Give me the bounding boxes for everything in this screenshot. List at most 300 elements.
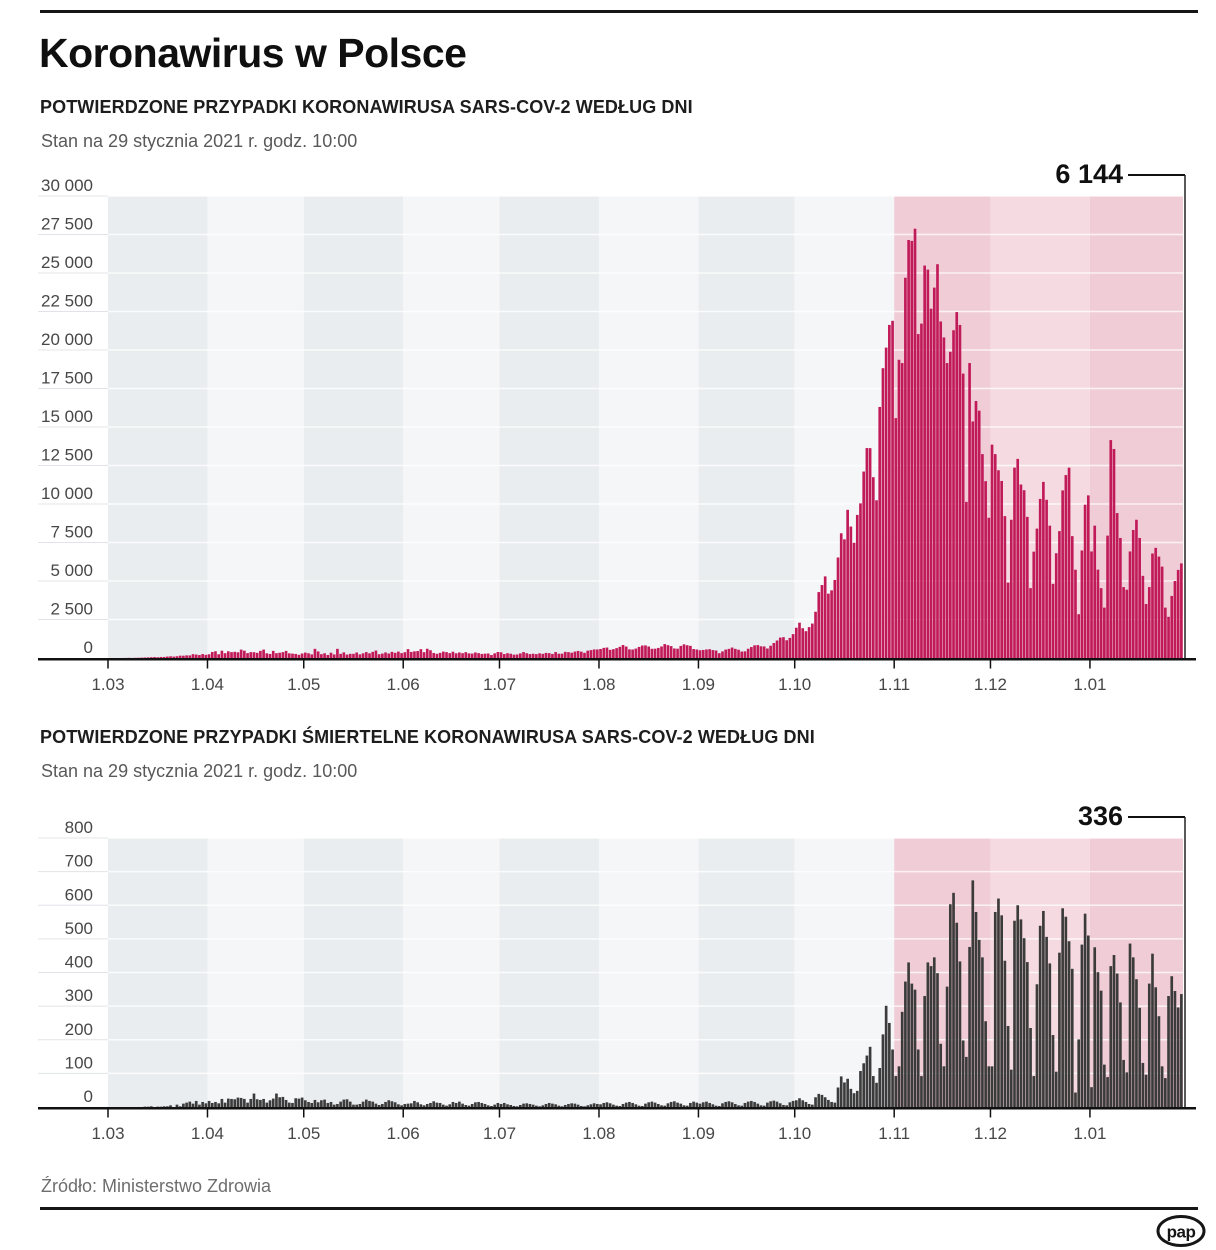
bar: [365, 1100, 368, 1107]
bar: [1045, 500, 1048, 658]
bar: [994, 912, 997, 1107]
bar: [724, 650, 727, 658]
bar: [878, 407, 881, 658]
bar: [1029, 588, 1032, 658]
bar: [317, 1102, 320, 1107]
x-axis-label: 1.03: [91, 675, 125, 694]
bar: [439, 653, 442, 658]
bar: [1154, 987, 1157, 1107]
bar: [689, 646, 692, 658]
x-axis-label: 1.08: [582, 1124, 616, 1143]
bar: [192, 654, 195, 658]
bar: [153, 657, 156, 658]
bar: [1167, 617, 1170, 658]
bar: [452, 1102, 455, 1107]
bar: [840, 533, 843, 658]
bar: [269, 654, 272, 658]
bar: [294, 654, 297, 658]
bar: [773, 643, 776, 658]
x-axis-label: 1.05: [287, 1124, 321, 1143]
bar: [737, 1105, 740, 1107]
bar: [410, 1103, 413, 1107]
bar: [1074, 570, 1077, 658]
bar: [1174, 991, 1177, 1107]
bar: [808, 1104, 811, 1107]
x-axis-label: 1.01: [1073, 1124, 1107, 1143]
bar: [882, 368, 885, 658]
bar: [176, 656, 179, 658]
bar: [959, 325, 962, 658]
bar: [789, 1102, 792, 1107]
bar: [1071, 536, 1074, 658]
bar: [602, 648, 605, 658]
bar: [1097, 570, 1100, 658]
bar: [567, 1104, 570, 1107]
bar: [1103, 608, 1106, 658]
bar: [644, 1104, 647, 1107]
y-axis-label: 7 500: [50, 522, 93, 542]
bar: [237, 652, 240, 658]
bar: [535, 654, 538, 658]
bar: [949, 904, 952, 1107]
bar: [785, 1105, 788, 1107]
bar: [596, 649, 599, 658]
bar: [747, 649, 750, 658]
bar: [1119, 538, 1122, 658]
bar: [657, 1104, 660, 1107]
bar: [516, 654, 519, 658]
bar: [901, 363, 904, 658]
bar: [1180, 563, 1183, 658]
bar: [904, 278, 907, 658]
bar: [1170, 596, 1173, 658]
y-axis-label: 30 000: [41, 176, 93, 195]
bar: [282, 652, 285, 658]
bar: [609, 650, 612, 658]
bar: [882, 1034, 885, 1107]
bar: [968, 947, 971, 1107]
bar: [991, 1066, 994, 1107]
pap-logo: [1154, 1213, 1208, 1249]
bar: [859, 1071, 862, 1107]
bar: [240, 1098, 243, 1107]
bar: [368, 1101, 371, 1107]
bar: [214, 1102, 217, 1107]
bar: [1177, 570, 1180, 658]
bar: [862, 1063, 865, 1107]
bar: [862, 472, 865, 658]
bar: [301, 1098, 304, 1107]
bar: [952, 893, 955, 1107]
bar: [429, 1103, 432, 1107]
bar: [837, 557, 840, 658]
bar: [917, 1050, 920, 1107]
bar: [448, 653, 451, 658]
y-axis-label: 700: [64, 851, 93, 871]
bar: [381, 654, 384, 658]
bar: [362, 653, 365, 658]
bar: [1007, 583, 1010, 658]
bar: [513, 655, 516, 658]
bar: [314, 649, 317, 658]
y-axis-label: 2 500: [50, 599, 93, 619]
bar: [182, 656, 185, 658]
bar: [160, 657, 163, 658]
bar: [195, 1101, 198, 1107]
bar: [760, 646, 763, 658]
bar: [343, 652, 346, 658]
bar: [599, 649, 602, 658]
bar: [734, 649, 737, 658]
bar: [792, 634, 795, 658]
x-axis-line: [38, 1107, 1196, 1110]
bar: [708, 649, 711, 658]
bar: [442, 652, 445, 658]
bar: [1013, 468, 1016, 658]
y-axis-label: 0: [83, 638, 93, 657]
bar: [541, 654, 544, 658]
bar: [493, 653, 496, 658]
bar: [548, 1103, 551, 1107]
bar: [673, 1101, 676, 1107]
bar: [211, 652, 214, 658]
bar: [756, 1104, 759, 1107]
bar: [737, 650, 740, 658]
bar: [824, 576, 827, 658]
x-axis-label: 1.04: [190, 675, 225, 694]
bar: [843, 1082, 846, 1107]
bar: [480, 654, 483, 658]
bar: [561, 1106, 564, 1107]
bar: [622, 645, 625, 658]
bar: [1052, 584, 1055, 658]
bar: [1029, 1028, 1032, 1107]
bar: [227, 1099, 230, 1107]
bar: [558, 654, 561, 658]
bar: [667, 1103, 670, 1107]
bar: [163, 1106, 166, 1107]
x-axis-label: 1.11: [878, 1124, 911, 1143]
bar: [744, 651, 747, 658]
bar: [509, 1105, 512, 1107]
y-axis-label: 25 000: [41, 253, 93, 272]
bar: [946, 987, 949, 1107]
bar: [1174, 581, 1177, 658]
bar: [955, 312, 958, 658]
bar: [538, 653, 541, 658]
bar: [217, 1103, 220, 1107]
bar: [1122, 1060, 1125, 1107]
bar: [275, 1094, 278, 1107]
bar: [740, 1106, 743, 1107]
bar: [355, 1105, 358, 1107]
bar: [355, 653, 358, 658]
bar: [1058, 531, 1061, 658]
bar: [853, 1093, 856, 1107]
bar: [182, 1104, 185, 1107]
bar: [869, 1047, 872, 1107]
bar: [811, 1105, 814, 1107]
bar: [208, 1101, 211, 1107]
bar: [233, 652, 236, 658]
bar: [1077, 1039, 1080, 1107]
bar: [307, 653, 310, 658]
bar: [930, 966, 933, 1107]
bar: [769, 646, 772, 658]
bar: [631, 1103, 634, 1107]
bar: [455, 1103, 458, 1107]
bar: [795, 1100, 798, 1107]
bar: [448, 1104, 451, 1107]
bar: [243, 1099, 246, 1107]
bar: [378, 1105, 381, 1107]
bar: [1036, 984, 1039, 1107]
x-axis-label: 1.09: [681, 675, 715, 694]
bar: [930, 309, 933, 658]
bar: [891, 1050, 894, 1107]
bar: [464, 1105, 467, 1107]
bar: [933, 288, 936, 658]
bar: [1158, 557, 1161, 658]
bar: [362, 1102, 365, 1107]
bar: [497, 1103, 500, 1107]
y-axis-label: 22 500: [41, 291, 93, 311]
bar: [1129, 551, 1132, 658]
bar: [468, 653, 471, 658]
y-axis: [41, 176, 93, 657]
y-axis-label: 200: [64, 1019, 93, 1039]
bar: [195, 655, 198, 658]
bar: [1013, 921, 1016, 1107]
bar: [407, 1104, 410, 1107]
bar: [272, 1099, 275, 1107]
bar: [808, 627, 811, 658]
bar: [782, 1105, 785, 1107]
bar: [445, 1106, 448, 1107]
bar: [750, 1101, 753, 1107]
bar: [416, 1102, 419, 1107]
bar: [965, 502, 968, 658]
bar: [789, 638, 792, 658]
bar: [211, 1103, 214, 1107]
bar: [689, 1103, 692, 1107]
bar: [1039, 499, 1042, 658]
bar: [824, 1097, 827, 1107]
x-axis-label: 1.06: [386, 675, 420, 694]
bar: [933, 957, 936, 1107]
bar: [1081, 945, 1084, 1107]
bar: [336, 1104, 339, 1107]
bar: [606, 1102, 609, 1107]
bar: [712, 1104, 715, 1107]
bar: [169, 656, 172, 658]
bar: [830, 590, 833, 658]
bar: [888, 325, 891, 658]
bar: [156, 657, 159, 658]
bar: [628, 1102, 631, 1107]
bar: [403, 652, 406, 658]
bar: [750, 647, 753, 658]
bar: [939, 321, 942, 658]
bar: [480, 1103, 483, 1107]
bar: [1039, 926, 1042, 1107]
bar: [801, 1100, 804, 1107]
bar: [214, 651, 217, 658]
bar: [782, 637, 785, 658]
bar: [497, 652, 500, 658]
x-axis: [91, 661, 1106, 695]
bar: [477, 653, 480, 658]
bar: [564, 1105, 567, 1107]
bar: [955, 923, 958, 1107]
bar: [1087, 495, 1090, 658]
bar: [1010, 520, 1013, 658]
bar: [997, 899, 1000, 1107]
bar: [850, 1089, 853, 1107]
x-axis-label: 1.07: [482, 1124, 517, 1143]
pap-logo-text: pap: [1166, 1222, 1196, 1242]
bar: [1125, 590, 1128, 658]
bar: [522, 1104, 525, 1107]
x-axis-line: [38, 658, 1196, 661]
bar: [1119, 1002, 1122, 1107]
bar: [545, 1104, 548, 1107]
bar: [323, 1100, 326, 1107]
bar: [590, 1104, 593, 1107]
bar: [898, 360, 901, 658]
bar: [866, 1056, 869, 1107]
bar: [1032, 1076, 1035, 1107]
bar: [169, 1105, 172, 1107]
bar: [484, 1104, 487, 1107]
bar: [638, 647, 641, 658]
bar: [282, 1097, 285, 1107]
bar: [638, 1106, 641, 1107]
bar: [192, 1104, 195, 1107]
bar: [805, 631, 808, 658]
deaths-chart-subtitle: Stan na 29 stycznia 2021 r. godz. 10:00: [41, 761, 358, 781]
bar: [298, 1099, 301, 1107]
bar: [699, 650, 702, 658]
bar: [541, 1105, 544, 1107]
bar: [1151, 954, 1154, 1107]
bar: [455, 653, 458, 658]
bar: [798, 623, 801, 658]
bar: [490, 655, 493, 658]
bar: [1023, 490, 1026, 658]
bar: [397, 652, 400, 658]
bar: [705, 649, 708, 658]
bar: [188, 655, 191, 658]
bar: [506, 653, 509, 658]
bar: [163, 657, 166, 658]
bar: [326, 1103, 329, 1107]
bar: [965, 1057, 968, 1107]
bar: [330, 1102, 333, 1107]
bar: [275, 653, 278, 658]
bar: [715, 1106, 718, 1107]
bar: [179, 1106, 182, 1107]
bar: [326, 655, 329, 658]
deaths-chart: [0, 790, 1216, 1160]
bar: [805, 1102, 808, 1107]
bar: [866, 448, 869, 658]
bar: [391, 1101, 394, 1107]
bar: [416, 651, 419, 658]
bar: [660, 646, 663, 658]
bar: [217, 654, 220, 658]
bar: [612, 1105, 615, 1107]
bar: [403, 1104, 406, 1107]
bar: [423, 1105, 426, 1107]
bar: [375, 651, 378, 658]
bar: [885, 348, 888, 658]
bar: [259, 1100, 262, 1107]
bar: [529, 1104, 532, 1107]
bar: [856, 515, 859, 658]
bar: [676, 649, 679, 658]
bar: [1135, 520, 1138, 658]
bar: [1138, 538, 1141, 658]
y-axis-label: 5 000: [50, 561, 93, 580]
bar: [285, 1100, 288, 1107]
bar: [265, 1103, 268, 1107]
bar: [201, 654, 204, 658]
bar: [198, 655, 201, 658]
cases-chart-heading: POTWIERDZONE PRZYPADKI KORONAWIRUSA SARS-COV-2 WEDŁUG DNI: [40, 97, 693, 117]
bar: [888, 1023, 891, 1107]
bar: [756, 645, 759, 658]
bar: [554, 652, 557, 658]
bar: [1161, 1066, 1164, 1107]
bar: [721, 651, 724, 658]
y-axis-label: 12 500: [41, 445, 93, 465]
bar: [1042, 482, 1045, 658]
bar: [853, 543, 856, 658]
bar: [359, 654, 362, 658]
y-axis-label: 800: [64, 818, 93, 837]
bar: [859, 503, 862, 658]
bar: [474, 652, 477, 658]
bar: [894, 1076, 897, 1107]
bar: [1007, 1026, 1010, 1107]
x-axis-label: 1.10: [778, 675, 812, 694]
bar: [461, 653, 464, 658]
bar: [375, 1104, 378, 1107]
top-rule: [40, 10, 1198, 13]
bar: [240, 650, 243, 658]
x-axis-label: 1.12: [973, 1124, 1008, 1143]
bar: [407, 649, 410, 658]
bar: [1113, 449, 1116, 658]
bar: [747, 1102, 750, 1107]
bar: [509, 654, 512, 658]
bar: [869, 448, 872, 658]
bar: [1122, 587, 1125, 658]
bar: [246, 1103, 249, 1107]
bar: [551, 1104, 554, 1107]
bar: [628, 649, 631, 658]
bar: [490, 1106, 493, 1107]
bar: [833, 1103, 836, 1107]
bar: [224, 1103, 227, 1107]
bar: [522, 652, 525, 658]
bar: [1090, 551, 1093, 658]
bar: [1164, 608, 1167, 658]
bar: [294, 1098, 297, 1107]
bar: [529, 654, 532, 658]
bar: [984, 1021, 987, 1107]
